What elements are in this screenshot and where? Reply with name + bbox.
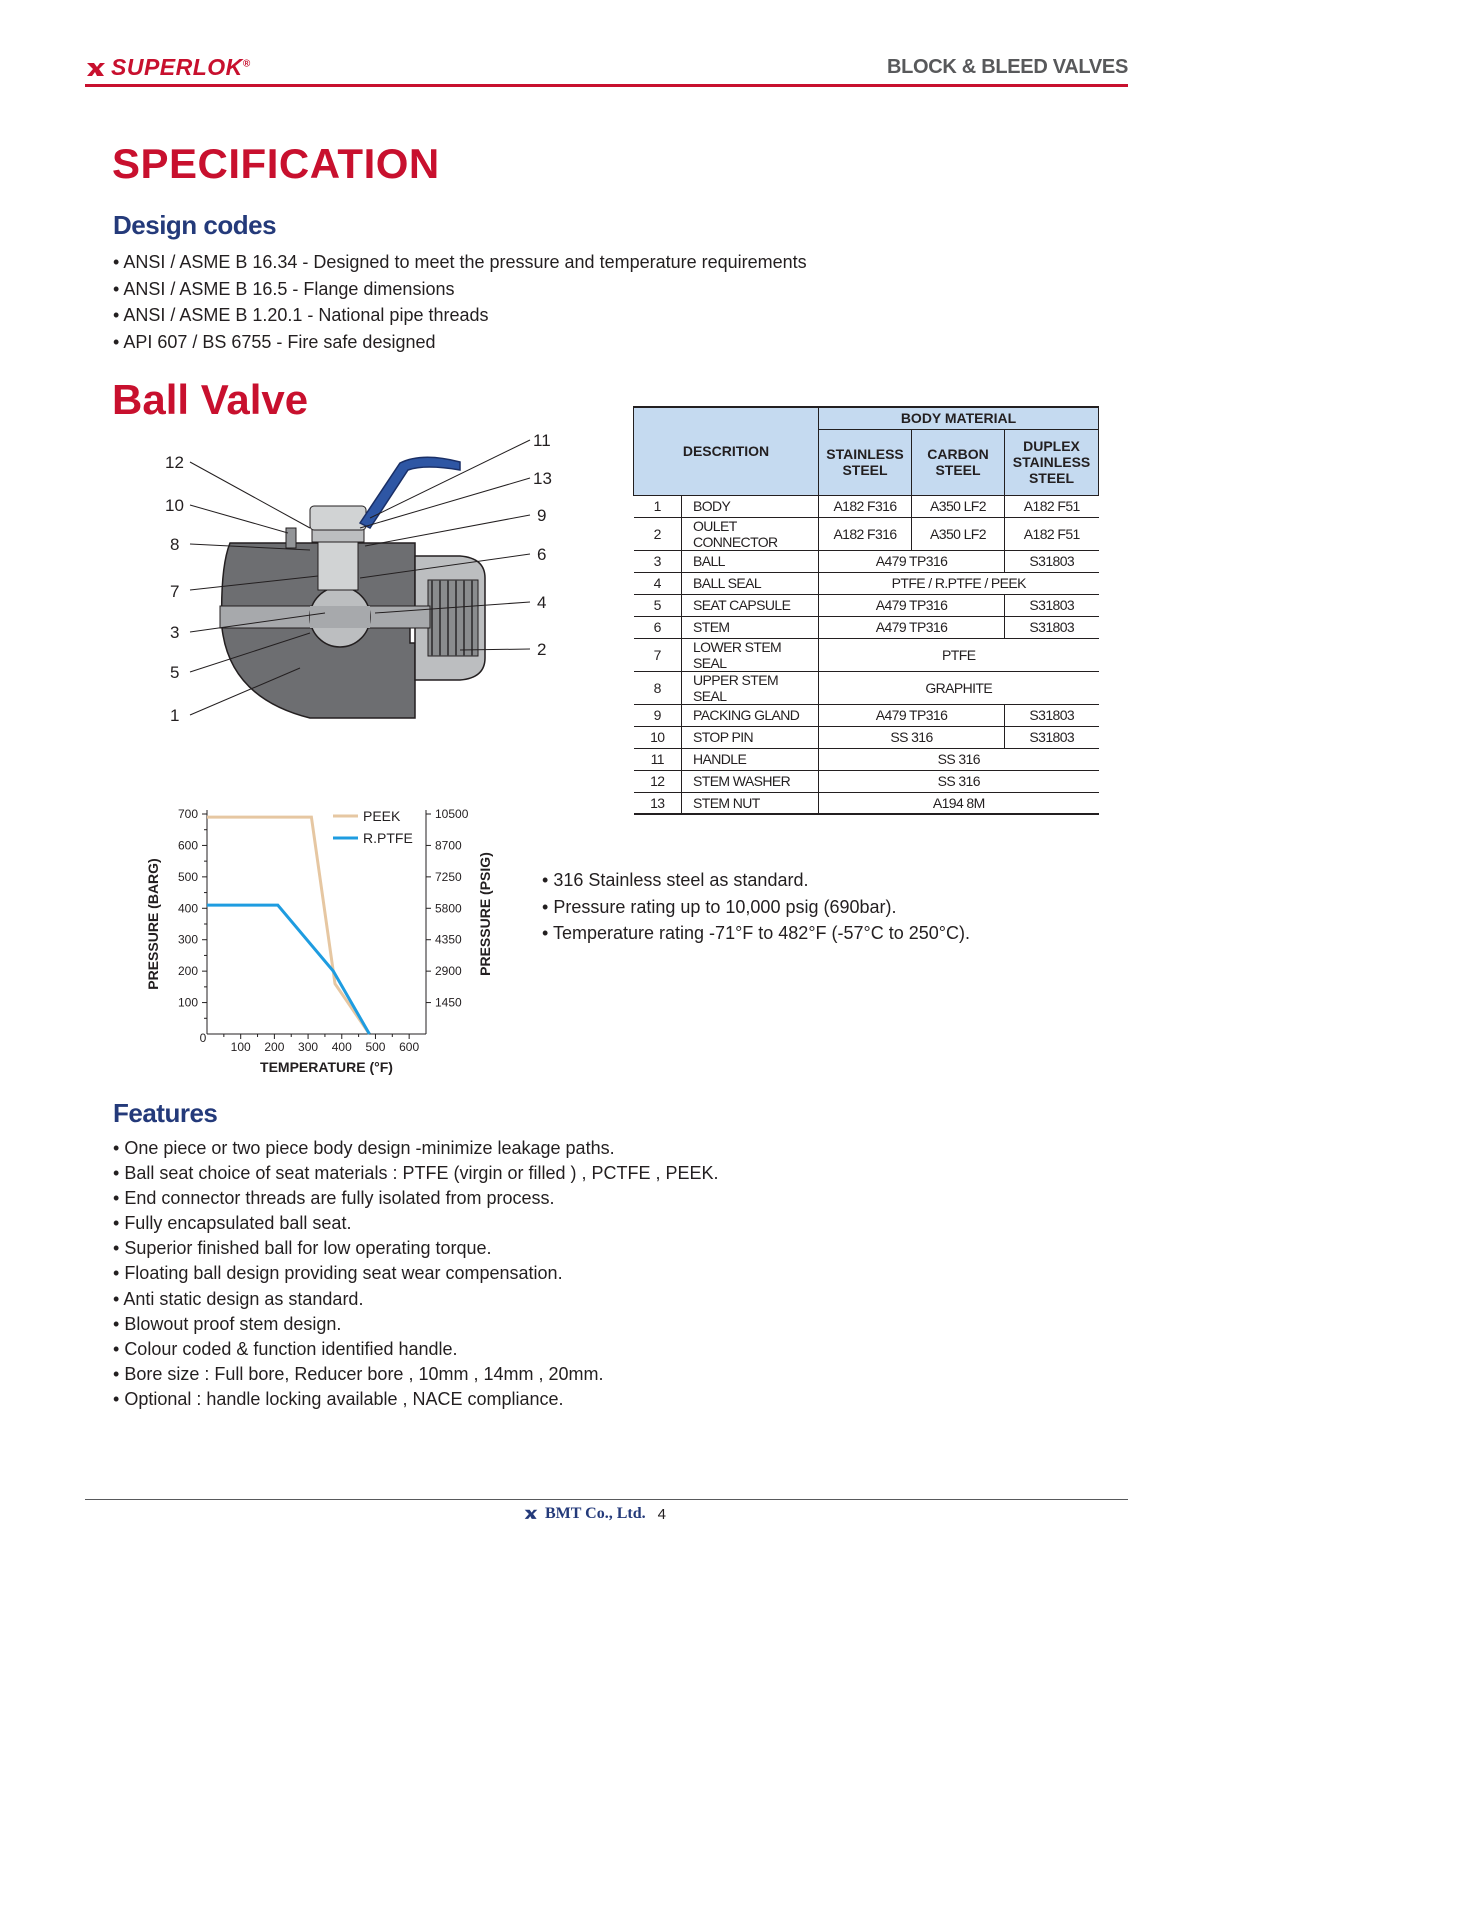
series-line-peek — [207, 817, 369, 1034]
duplex-material: S31803 — [1005, 704, 1099, 726]
y2-tick-label: 10500 — [435, 807, 469, 821]
part-name: STEM — [682, 616, 819, 638]
part-name: SEAT CAPSULE — [682, 594, 819, 616]
all-material: SS 316 — [819, 748, 1099, 770]
callout-label: 6 — [537, 545, 547, 564]
part-number: 2 — [634, 517, 682, 550]
duplex-material: S31803 — [1005, 726, 1099, 748]
brand-name: SUPERLOK® — [111, 54, 251, 80]
valve-cross-section — [160, 428, 560, 748]
list-item: • ANSI / ASME B 16.5 - Flange dimensions — [113, 276, 807, 303]
table-row — [634, 748, 1099, 770]
part-number: 4 — [634, 572, 682, 594]
series-line-r-ptfe — [207, 905, 369, 1034]
callout-label: 3 — [170, 623, 180, 642]
all-material: GRAPHITE — [819, 671, 1099, 704]
y-tick-label: 200 — [177, 964, 198, 979]
table-row — [634, 770, 1099, 792]
callout-label: 11 — [533, 431, 551, 450]
page-footer — [523, 1505, 666, 1523]
y2-axis-label: PRESSURE (PSIG) — [477, 852, 493, 976]
table-row — [634, 550, 1099, 572]
y-tick-label: 700 — [177, 807, 198, 821]
y2-tick-label: 4350 — [435, 932, 462, 947]
y2-tick-label: 2900 — [435, 964, 462, 979]
list-item: • ANSI / ASME B 16.34 - Designed to meet the pressure and temperature requirements — [113, 249, 807, 276]
part-number: 5 — [634, 594, 682, 616]
superlok-logo — [85, 54, 251, 81]
table-row — [634, 572, 1099, 594]
design-codes-title: Design codes — [113, 210, 277, 240]
list-item: • Colour coded & function identified handle. — [113, 1337, 719, 1362]
x-tick-label: 200 — [264, 1040, 285, 1054]
bmt-mark-icon — [523, 1507, 539, 1521]
part-name: STOP PIN — [682, 726, 819, 748]
part-number: 8 — [634, 671, 682, 704]
part-name: BODY — [682, 495, 819, 517]
table-row — [634, 517, 1099, 550]
list-item: • Pressure rating up to 10,000 psig (690bar). — [542, 894, 970, 921]
list-item: • Temperature rating -71°F to 482°F (-57°C to 250°C). — [542, 920, 970, 947]
duplex-material: A182 F51 — [1005, 495, 1099, 517]
part-name: HANDLE — [682, 748, 819, 770]
list-item: • API 607 / BS 6755 - Fire safe designed — [113, 329, 807, 356]
part-name: UPPER STEM SEAL — [682, 671, 819, 704]
x-tick-label: 500 — [365, 1040, 386, 1054]
all-material: SS 316 — [819, 770, 1099, 792]
ratings-list — [542, 867, 970, 947]
header-divider — [85, 84, 1128, 87]
y-tick-label: 500 — [177, 869, 198, 884]
table-row — [634, 671, 1099, 704]
table-row — [634, 616, 1099, 638]
legend-label: R.PTFE — [363, 830, 413, 846]
table-row — [634, 726, 1099, 748]
duplex-material: S31803 — [1005, 616, 1099, 638]
list-item: • Superior finished ball for low operating torque. — [113, 1236, 719, 1261]
y-tick-label: 100 — [177, 995, 198, 1010]
design-codes-list — [113, 249, 807, 355]
part-number: 12 — [634, 770, 682, 792]
ss-cs-material: SS 316 — [819, 726, 1005, 748]
origin-label: 0 — [199, 1031, 207, 1045]
part-name: OULET CONNECTOR — [682, 517, 819, 550]
list-item: • Anti static design as standard. — [113, 1287, 719, 1312]
ss-material: A182 F316 — [819, 517, 912, 550]
x-tick-label: 400 — [331, 1040, 352, 1054]
part-number: 7 — [634, 638, 682, 671]
part-number: 10 — [634, 726, 682, 748]
callout-label: 1 — [170, 706, 180, 725]
legend-label: PEEK — [363, 808, 401, 824]
x-tick-label: 300 — [298, 1040, 319, 1054]
x-tick-label: 600 — [399, 1040, 420, 1054]
list-item: • Bore size : Full bore, Reducer bore , 10mm , 14mm , 20mm. — [113, 1362, 719, 1387]
y2-tick-label: 1450 — [435, 995, 462, 1010]
callout-label: 12 — [165, 453, 184, 472]
list-item: • Ball seat choice of seat materials : PTFE (virgin or filled ) , PCTFE , PEEK. — [113, 1161, 719, 1186]
list-item: • Fully encapsulated ball seat. — [113, 1211, 719, 1236]
y2-tick-label: 8700 — [435, 838, 462, 853]
part-name: BALL — [682, 550, 819, 572]
table-row — [634, 594, 1099, 616]
all-material: PTFE / R.PTFE / PEEK — [819, 572, 1099, 594]
list-item: • ANSI / ASME B 1.20.1 - National pipe threads — [113, 302, 807, 329]
ss-cs-material: A479 TP316 — [819, 704, 1005, 726]
company-name: BMT Co., Ltd. — [545, 1505, 646, 1522]
callout-label: 7 — [170, 582, 180, 601]
table-row — [634, 495, 1099, 517]
y2-tick-label: 5800 — [435, 901, 462, 916]
ss-cs-material: A479 TP316 — [819, 594, 1005, 616]
callout-label: 5 — [170, 663, 180, 682]
y-tick-label: 300 — [177, 932, 198, 947]
all-material: A194 8M — [819, 792, 1099, 814]
ss-material: A182 F316 — [819, 495, 912, 517]
ball-valve-title: Ball Valve — [112, 376, 309, 423]
cs-material: A350 LF2 — [912, 517, 1005, 550]
page-number: 4 — [657, 1505, 666, 1523]
part-name: PACKING GLAND — [682, 704, 819, 726]
y-tick-label: 600 — [177, 838, 198, 853]
callout-label: 13 — [533, 469, 552, 488]
footer-divider — [85, 1499, 1128, 1500]
table-header-carbon: CARBON STEEL — [912, 429, 1005, 495]
table-row — [634, 704, 1099, 726]
table-row — [634, 792, 1099, 814]
part-number: 3 — [634, 550, 682, 572]
materials-table — [633, 406, 1099, 815]
part-name: STEM WASHER — [682, 770, 819, 792]
callout-label: 8 — [170, 535, 180, 554]
list-item: • 316 Stainless steel as standard. — [542, 867, 970, 894]
ball-valve-diagram — [160, 428, 560, 748]
list-item: • End connector threads are fully isolated from process. — [113, 1186, 719, 1211]
x-axis-label: TEMPERATURE (°F) — [260, 1059, 393, 1075]
table-header-description: DESCRITION — [634, 407, 819, 495]
callout-label: 4 — [537, 593, 547, 612]
duplex-material: A182 F51 — [1005, 517, 1099, 550]
ss-cs-material: A479 TP316 — [819, 550, 1005, 572]
y-tick-label: 400 — [177, 901, 198, 916]
x-tick-label: 100 — [230, 1040, 251, 1054]
spec-title: SPECIFICATION — [112, 140, 440, 187]
part-number: 6 — [634, 616, 682, 638]
list-item: • Optional : handle locking available , NACE compliance. — [113, 1387, 719, 1412]
y-axis-label: PRESSURE (BARG) — [145, 858, 161, 990]
part-number: 9 — [634, 704, 682, 726]
list-item: • Blowout proof stem design. — [113, 1312, 719, 1337]
duplex-material: S31803 — [1005, 550, 1099, 572]
part-name: STEM NUT — [682, 792, 819, 814]
callout-label: 2 — [537, 640, 547, 659]
callout-label: 10 — [165, 496, 184, 515]
table-header-body-material: BODY MATERIAL — [819, 407, 1099, 429]
part-name: LOWER STEM SEAL — [682, 638, 819, 671]
cs-material: A350 LF2 — [912, 495, 1005, 517]
page-header — [85, 52, 1128, 88]
features-title: Features — [113, 1098, 218, 1128]
list-item: • Floating ball design providing seat wear compensation. — [113, 1261, 719, 1286]
table-header-duplex: DUPLEX STAINLESS STEEL — [1005, 429, 1099, 495]
duplex-material: S31803 — [1005, 594, 1099, 616]
table-row — [634, 638, 1099, 671]
superlok-mark-icon — [85, 57, 107, 79]
callout-label: 9 — [537, 506, 547, 525]
list-item: • One piece or two piece body design -minimize leakage paths. — [113, 1136, 719, 1161]
all-material: PTFE — [819, 638, 1099, 671]
part-name: BALL SEAL — [682, 572, 819, 594]
part-number: 13 — [634, 792, 682, 814]
part-number: 11 — [634, 748, 682, 770]
part-number: 1 — [634, 495, 682, 517]
table-header-stainless: STAINLESS STEEL — [819, 429, 912, 495]
section-title: BLOCK & BLEED VALVES — [886, 56, 1128, 78]
features-list — [113, 1136, 719, 1412]
ss-cs-material: A479 TP316 — [819, 616, 1005, 638]
chart-svg — [140, 796, 540, 1086]
y2-tick-label: 7250 — [435, 869, 462, 884]
pressure-temperature-chart — [140, 796, 540, 1086]
